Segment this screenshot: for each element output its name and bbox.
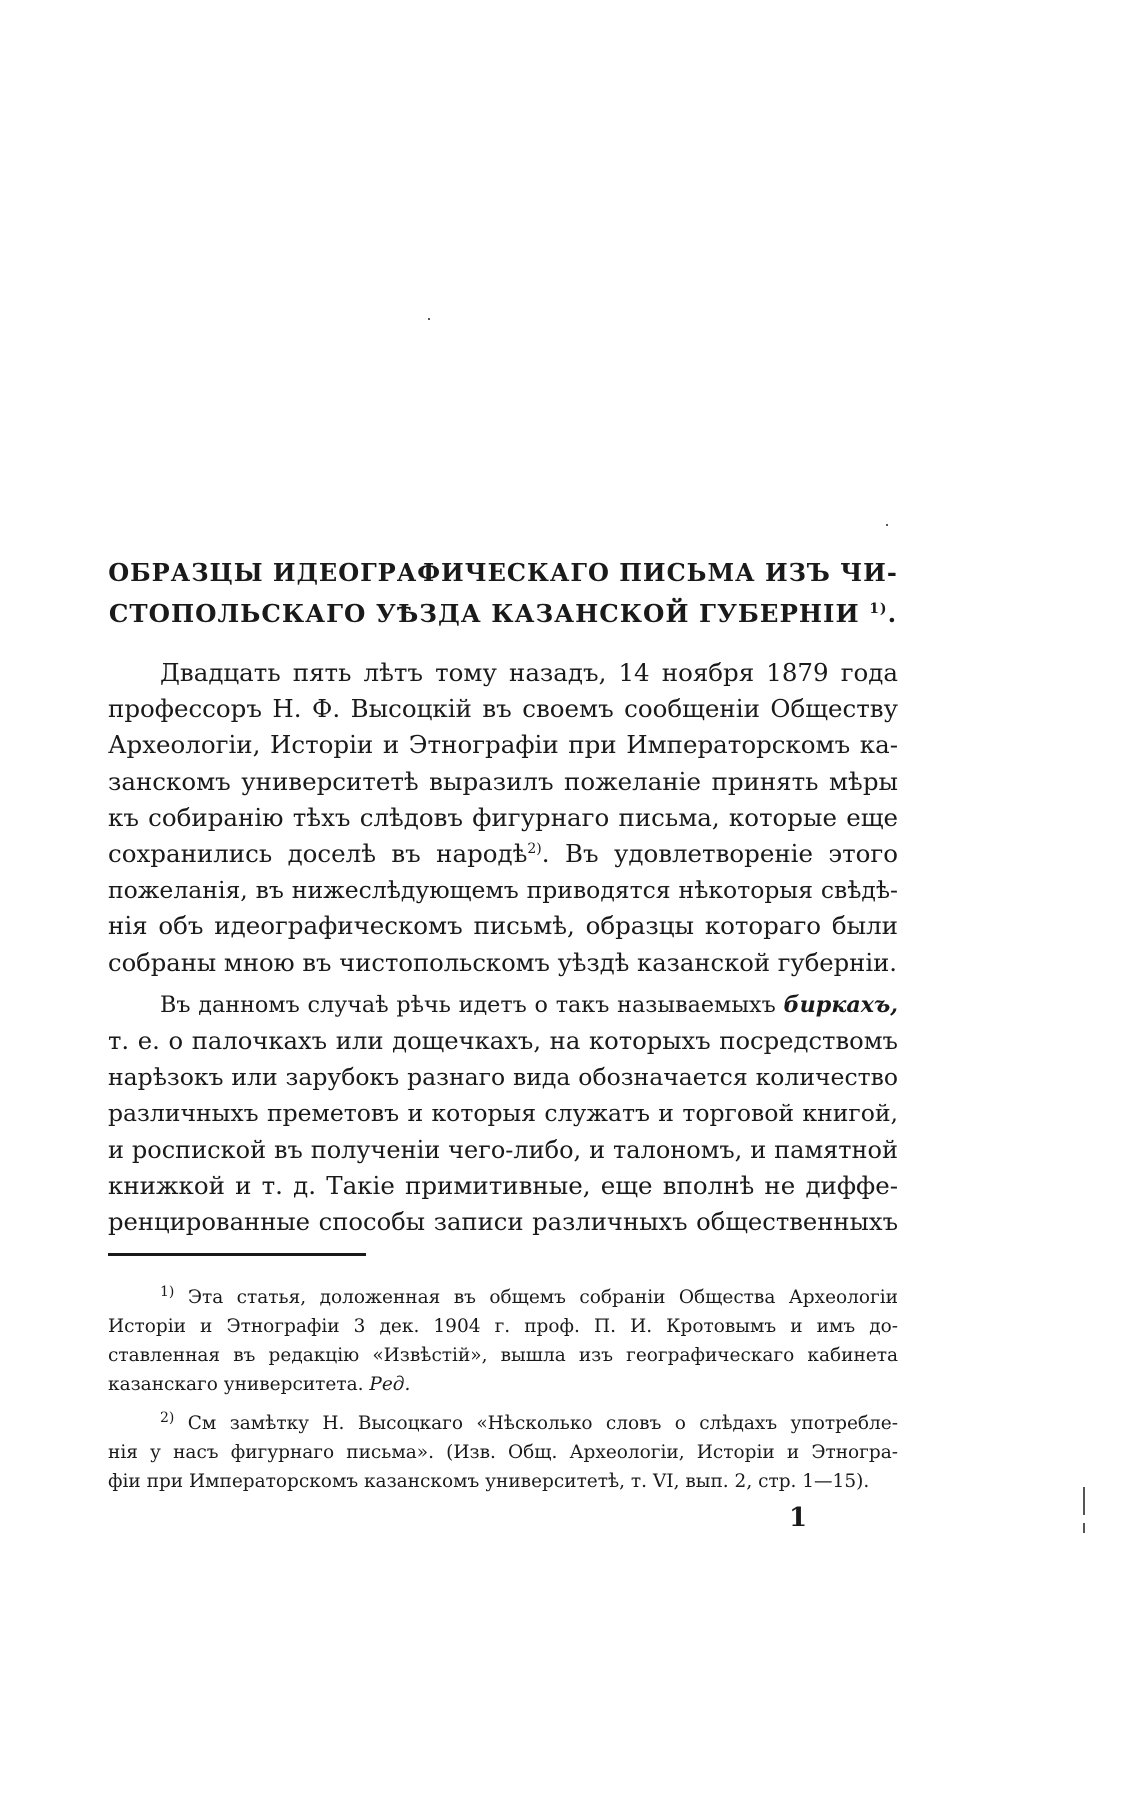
footnote-2-line: нія у насъ фигурнаго письма». (Изв. Общ. Археологіи, Исторіи и Этногра-	[108, 1442, 898, 1463]
footnote-2-text: См замѣтку Н. Высоцкаго «Нѣсколько словъ о слѣдахъ употребле-	[187, 1413, 898, 1434]
paragraph-1	[108, 655, 898, 981]
paragraph-1-line: къ собиранію тѣхъ слѣдовъ фигурнаго письма, которые еще	[108, 802, 898, 832]
paragraph-2-line-1-text: Въ данномъ случаѣ рѣчь идетъ о такъ называемыхъ	[160, 991, 776, 1018]
footnote-divider	[108, 1253, 366, 1256]
footnote-1	[108, 1283, 898, 1399]
footnotes	[108, 1283, 898, 1506]
footnote-1-line: Исторіи и Этнографіи 3 дек. 1904 г. проф. П. И. Кротовымъ и имъ до-	[108, 1316, 898, 1337]
footnote-1-text-last: казанскаго университета.	[108, 1374, 364, 1395]
paragraph-1-line-with-note	[108, 836, 898, 872]
paragraph-2-line: книжкой и т. д. Такіе примитивные, еще вполнѣ не диффе-	[108, 1170, 898, 1200]
footnote-2-mark: 2)	[160, 1409, 175, 1426]
paragraph-1-line: нія объ идеографическомъ письмѣ, образцы котораго были	[108, 911, 898, 941]
paragraph-2-line: нарѣзокъ или зарубокъ разнаго вида обозначается количество	[108, 1063, 898, 1092]
scan-speck	[1083, 1523, 1085, 1533]
scan-speck	[886, 524, 888, 526]
paragraph-1-line: Двадцать пять лѣтъ тому назадъ, 14 ноября 1879 года	[160, 658, 898, 687]
paragraph-1-line-6-tail: . Въ удовлетвореніе этого	[541, 839, 898, 869]
page	[108, 0, 898, 1798]
title-line-2-text: СТОПОЛЬСКАГО УѢЗДА КАЗАНСКОЙ ГУБЕРНІИ	[108, 599, 860, 628]
footnote-2-ref[interactable]: 2)	[527, 840, 542, 857]
footnote-2-line-1	[108, 1409, 898, 1438]
title-line-2: СТОПОЛЬСКАГО УѢЗДА КАЗАНСКОЙ ГУБЕРНІИ $^{1)}$.	[108, 599, 898, 628]
editor-mark: Ред.	[369, 1374, 411, 1395]
paragraph-2	[108, 987, 898, 1240]
title-footnote-mark[interactable]: 1)	[869, 600, 888, 617]
footnote-1-line-1	[108, 1283, 898, 1312]
paragraph-2-line: т. е. о палочкахъ или дощечкахъ, на которыхъ посредствомъ	[108, 1026, 898, 1056]
scan-speck	[1083, 1487, 1085, 1515]
article-body	[108, 655, 898, 1240]
paragraph-1-line: занскомъ университетѣ выразилъ пожеланіе принять мѣры	[108, 766, 898, 796]
title-line-1: ОБРАЗЦЫ ИДЕОГРАФИЧЕСКАГО ПИСЬМА ИЗЪ ЧИ-	[108, 558, 898, 587]
page-number: 1	[788, 1503, 808, 1533]
footnote-1-text: Эта статья, доложенная въ общемъ собраніи Общества Археологіи	[187, 1287, 898, 1308]
footnote-2-line: фіи при Императорскомъ казанскомъ университетѣ, т. VI, вып. 2, стр. 1—15).	[108, 1471, 870, 1492]
scan-speck	[428, 318, 430, 320]
paragraph-1-line: собраны мною въ чистопольскомъ уѣздѣ казанской губерніи.	[108, 947, 897, 977]
paragraph-2-line: ренцированные способы записи различныхъ общественныхъ	[108, 1207, 898, 1237]
paragraph-2-line-1	[108, 987, 898, 1023]
term-birki: биркахъ,	[783, 991, 898, 1018]
paragraph-2-line: и роспиской въ полученіи чего-либо, и талономъ, и памятной	[108, 1135, 898, 1164]
footnote-2	[108, 1409, 898, 1496]
footnote-1-line: ставленная въ редакцію «Извѣстій», вышла изъ географическаго кабинета	[108, 1345, 898, 1366]
footnote-1-line-last	[108, 1370, 898, 1399]
paragraph-1-line-6-text: сохранились доселѣ въ народѣ	[108, 839, 528, 869]
article-title	[108, 552, 898, 634]
footnote-1-mark: 1)	[160, 1283, 175, 1300]
paragraph-1-line: пожеланія, въ нижеслѣдующемъ приводятся нѣкоторыя свѣдѣ-	[108, 876, 898, 905]
paragraph-1-line: Археологіи, Исторіи и Этнографіи при Императорскомъ ка-	[108, 730, 898, 760]
paragraph-1-line: профессоръ Н. Ф. Высоцкій въ своемъ сообщеніи Обществу	[108, 694, 898, 724]
paragraph-2-line: различныхъ преметовъ и которыя служатъ и торговой книгой,	[108, 1099, 898, 1128]
